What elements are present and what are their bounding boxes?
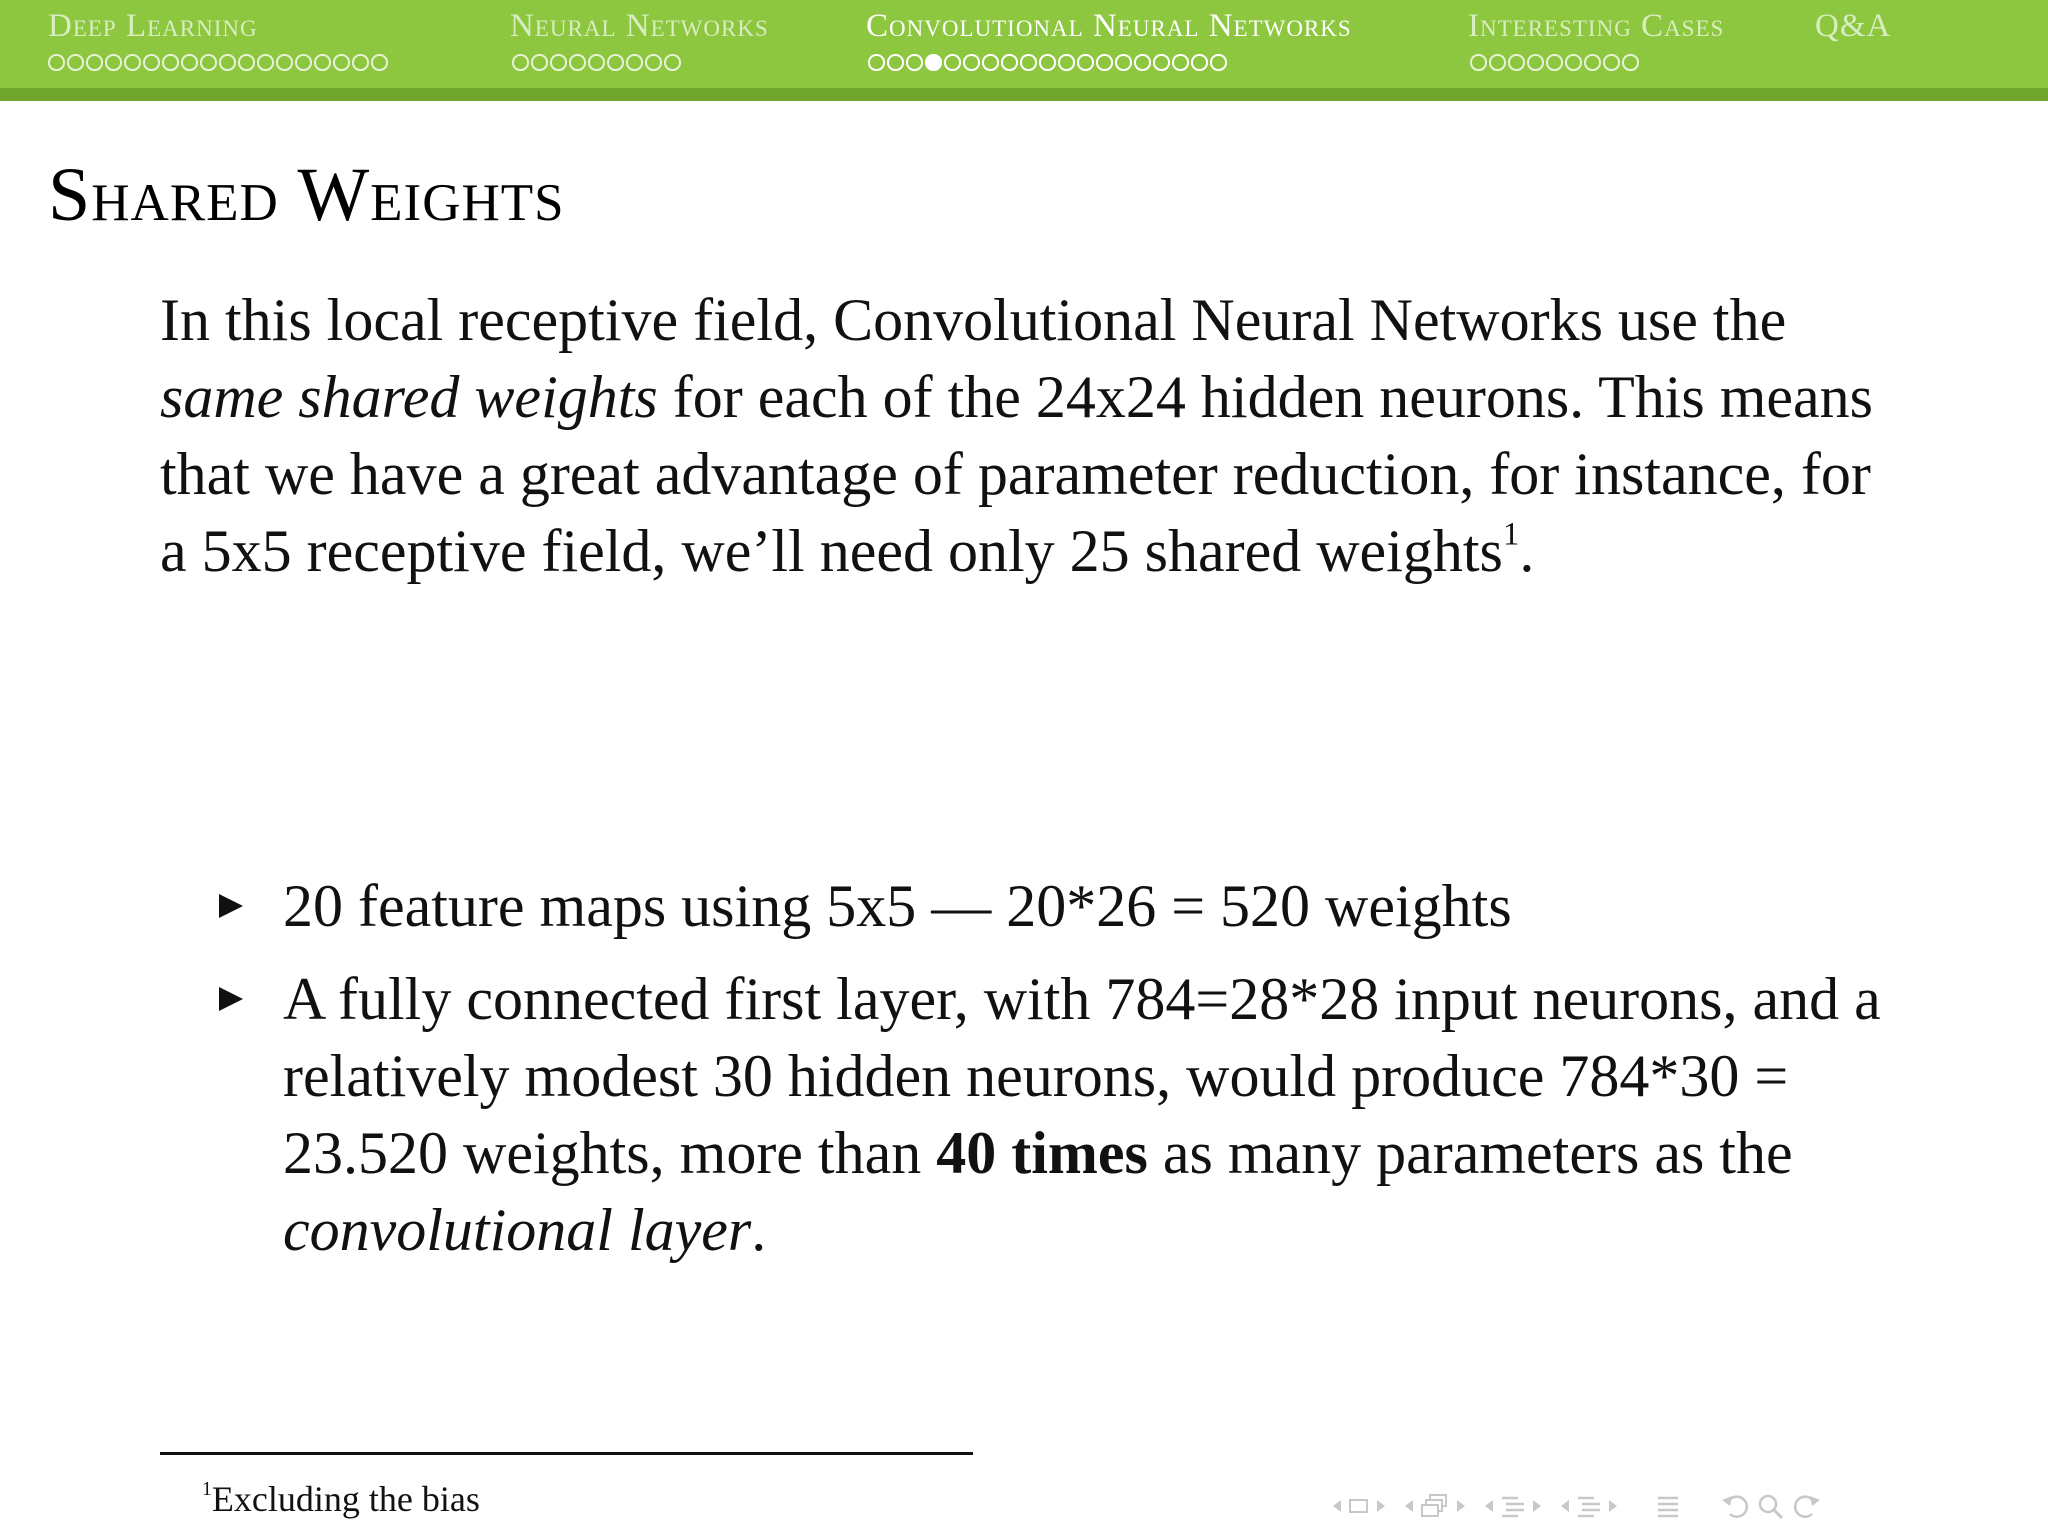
frame-dot[interactable] (1058, 54, 1075, 71)
page-title: Shared Weights (48, 153, 565, 237)
frame-dot[interactable] (1565, 54, 1582, 71)
frame-dot[interactable] (352, 54, 369, 71)
frame-dot[interactable] (1134, 54, 1151, 71)
frame-dot[interactable] (588, 54, 605, 71)
bullet-bold: 40 times (936, 1120, 1148, 1186)
bullet-text-3: . (751, 1197, 767, 1263)
frame-dot[interactable] (295, 54, 312, 71)
frame-dot[interactable] (1527, 54, 1544, 71)
frame-dot[interactable] (664, 54, 681, 71)
frame-dot[interactable] (645, 54, 662, 71)
frame-dot[interactable] (569, 54, 586, 71)
footnote-reference[interactable]: 1 (1502, 516, 1520, 553)
frame-dot[interactable] (124, 54, 141, 71)
section-dots-neural-networks[interactable] (512, 54, 681, 76)
header-bar-shadow (0, 88, 2048, 101)
frame-dot[interactable] (1001, 54, 1018, 71)
bullet-list (215, 868, 1895, 1285)
footnote-text: Excluding the bias (211, 1479, 480, 1519)
bullet-text: 20 feature maps using 5x5 — 20*26 = 520 weights (283, 873, 1512, 939)
bullet-text-2: as many parameters as the (1147, 1120, 1793, 1186)
frame-dot[interactable] (944, 54, 961, 71)
arrow-left-icon[interactable] (1402, 1498, 1414, 1514)
frame-dot[interactable] (512, 54, 529, 71)
frame-dot[interactable] (1172, 54, 1189, 71)
frame-dot[interactable] (105, 54, 122, 71)
frame-dot[interactable] (143, 54, 160, 71)
frame-dot[interactable] (1077, 54, 1094, 71)
section-link-neural-networks[interactable]: Neural Networks (510, 8, 769, 44)
frame-dot[interactable] (1470, 54, 1487, 71)
frame-dot[interactable] (219, 54, 236, 71)
section-dots-interesting-cases[interactable] (1470, 54, 1639, 76)
list-item (215, 961, 1895, 1269)
frame-dot[interactable] (333, 54, 350, 71)
align-icon[interactable] (1656, 1493, 1682, 1519)
frame-dot[interactable] (371, 54, 388, 71)
section-dots-convolutional-neural-networks[interactable] (868, 54, 1227, 76)
intro-text-1: In this local receptive field, Convolutional Neural Networks use the (160, 287, 1787, 353)
history-nav-group (1720, 1492, 1822, 1520)
frame-dot[interactable] (257, 54, 274, 71)
frame-dot[interactable] (868, 54, 885, 71)
frame-dot[interactable] (238, 54, 255, 71)
frame-dot[interactable] (181, 54, 198, 71)
triangle-bullet-icon (219, 987, 243, 1011)
frame-dot[interactable] (1039, 54, 1056, 71)
presentation-nav-group (1558, 1493, 1620, 1519)
footnote-rule (160, 1452, 973, 1455)
section-dots-deep-learning[interactable] (48, 54, 388, 76)
frame-dot[interactable] (1020, 54, 1037, 71)
frame-dot[interactable] (906, 54, 923, 71)
undo-icon[interactable] (1720, 1492, 1750, 1520)
section-link-interesting-cases[interactable]: Interesting Cases (1468, 8, 1725, 44)
frame-dot[interactable] (1546, 54, 1563, 71)
triangle-bullet-icon (219, 894, 243, 918)
section-link-qa[interactable]: Q&A (1815, 8, 1892, 44)
section-link-convolutional-neural-networks[interactable]: Convolutional Neural Networks (866, 8, 1352, 44)
frame-dot[interactable] (550, 54, 567, 71)
intro-emphasis: same shared weights (160, 364, 658, 430)
align-nav-group (1656, 1493, 1682, 1519)
frame-dot[interactable] (276, 54, 293, 71)
frame-dot[interactable] (1584, 54, 1601, 71)
bullet-text-1: A fully connected first layer, with 784=28*28 input neurons, and a relatively modest 30 hidden neurons, would produce 784*30 = 23.520 weights, more than (283, 966, 1881, 1186)
frame-dot[interactable] (626, 54, 643, 71)
intro-text-3: . (1519, 518, 1535, 584)
search-icon[interactable] (1756, 1492, 1786, 1520)
intro-paragraph (160, 282, 1900, 590)
frame-dot[interactable] (314, 54, 331, 71)
presentation-icon[interactable] (1576, 1493, 1602, 1519)
frame-dot[interactable] (86, 54, 103, 71)
frame-dot[interactable] (607, 54, 624, 71)
frame-dot[interactable] (531, 54, 548, 71)
frame-dot[interactable] (1153, 54, 1170, 71)
frame-dot[interactable] (1622, 54, 1639, 71)
navigation-symbols (1330, 1484, 1822, 1528)
frame-icon[interactable] (1348, 1497, 1370, 1515)
frame-dot[interactable] (1508, 54, 1525, 71)
footnote-mark: 1 (202, 1478, 212, 1501)
frame-dot[interactable] (200, 54, 217, 71)
frame-dot[interactable] (1603, 54, 1620, 71)
redo-icon[interactable] (1792, 1492, 1822, 1520)
arrow-right-icon[interactable] (1456, 1498, 1468, 1514)
frame-dot[interactable] (1489, 54, 1506, 71)
arrow-right-icon[interactable] (1608, 1498, 1620, 1514)
frame-dot[interactable] (1115, 54, 1132, 71)
section-icon[interactable] (1500, 1493, 1526, 1519)
section-nav-group (1482, 1493, 1544, 1519)
list-item (215, 868, 1895, 945)
frame-dot[interactable] (1191, 54, 1208, 71)
frame-dot[interactable] (48, 54, 65, 71)
arrow-left-icon[interactable] (1482, 1498, 1494, 1514)
arrow-right-icon[interactable] (1376, 1498, 1388, 1514)
frame-nav-group (1330, 1497, 1388, 1515)
arrow-left-icon[interactable] (1330, 1498, 1342, 1514)
arrow-right-icon[interactable] (1532, 1498, 1544, 1514)
subsection-nav-group (1402, 1493, 1468, 1519)
subsection-icon[interactable] (1420, 1493, 1450, 1519)
frame-dot[interactable] (887, 54, 904, 71)
intro-text-2: for each of the 24x24 hidden neurons. This means that we have a great advantage of parameter reduction, for instance, for a 5x5 receptive field, we’ll need only 25 shared weights (160, 364, 1874, 584)
frame-dot[interactable] (1210, 54, 1227, 71)
bullet-emphasis: convolutional layer (283, 1197, 752, 1263)
arrow-left-icon[interactable] (1558, 1498, 1570, 1514)
frame-dot[interactable] (963, 54, 980, 71)
frame-dot[interactable] (925, 54, 942, 71)
frame-dot[interactable] (162, 54, 179, 71)
frame-dot[interactable] (982, 54, 999, 71)
frame-dot[interactable] (1096, 54, 1113, 71)
frame-dot[interactable] (67, 54, 84, 71)
footnote (202, 1478, 480, 1520)
section-link-deep-learning[interactable]: Deep Learning (48, 8, 258, 44)
